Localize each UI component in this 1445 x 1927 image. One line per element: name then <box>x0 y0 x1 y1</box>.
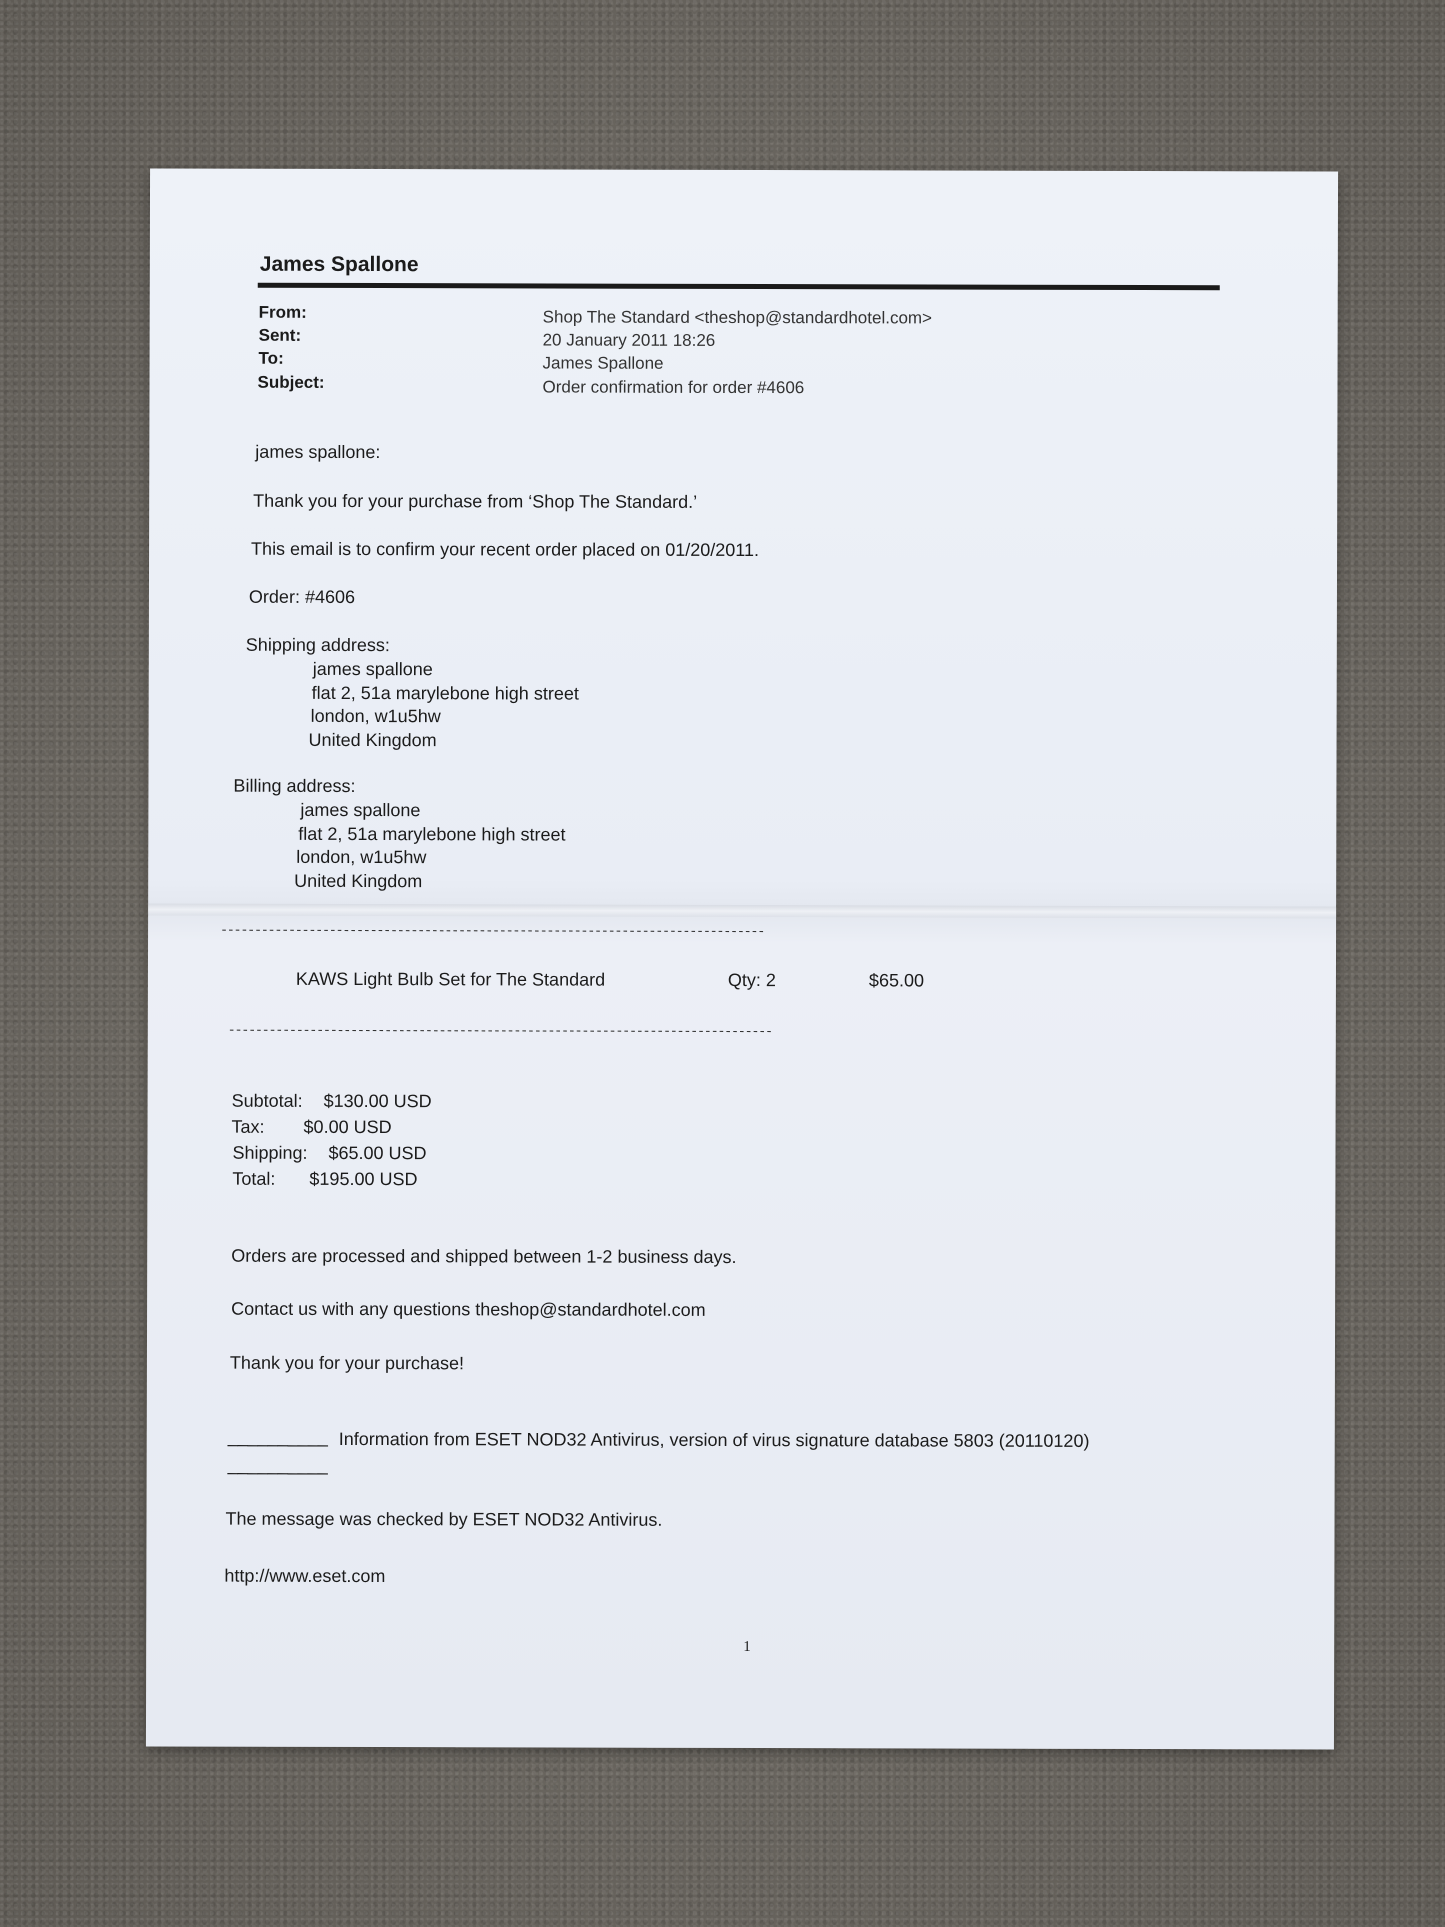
tax-label: Tax: <box>231 1116 265 1137</box>
thanks-line: Thank you for your purchase from ‘Shop The Standard.’ <box>253 490 698 512</box>
item-price: $65.00 <box>868 970 925 991</box>
sent-label: Sent: <box>258 325 302 345</box>
billing-line: United Kingdom <box>294 870 423 892</box>
to-value: James Spallone <box>542 353 664 373</box>
processing-note: Orders are processed and shipped between 1-2 business days. <box>231 1245 737 1267</box>
subject-value: Order confirmation for order #4606 <box>542 377 805 398</box>
shipping-cost-label: Shipping: <box>232 1142 308 1163</box>
order-number: Order: #4606 <box>248 586 356 607</box>
eset-rule: __________ <box>227 1426 328 1447</box>
total-value: $195.00 USD <box>309 1168 418 1190</box>
shipping-line: james spallone <box>312 658 433 680</box>
thanks-closing: Thank you for your purchase! <box>229 1352 465 1374</box>
item-qty: Qty: 2 <box>727 969 776 991</box>
eset-link: http://www.eset.com <box>224 1565 386 1587</box>
contact-note: Contact us with any questions theshop@standardhotel.com <box>231 1298 706 1320</box>
item-separator-top: -------------------------------------------------------------------------------- <box>220 922 765 940</box>
from-label: From: <box>258 302 307 322</box>
eset-info: Information from ESET NOD32 Antivirus, version of virus signature database 5803 (20110120) <box>338 1428 1090 1451</box>
shipping-line: flat 2, 51a marylebone high street <box>311 682 579 704</box>
greeting: james spallone: <box>255 441 381 463</box>
item-separator-bottom: -------------------------------------------------------------------------------- <box>227 1022 772 1040</box>
eset-checked: The message was checked by ESET NOD32 Antivirus. <box>225 1508 663 1530</box>
billing-line: flat 2, 51a marylebone high street <box>298 823 566 845</box>
subtotal-value: $130.00 USD <box>323 1090 432 1112</box>
printed-email-page <box>146 168 1338 1749</box>
sent-value: 20 January 2011 18:26 <box>542 330 716 350</box>
shipping-cost-value: $65.00 USD <box>328 1142 427 1164</box>
confirm-line: This email is to confirm your recent order placed on 01/20/2011. <box>251 538 760 561</box>
total-label: Total: <box>232 1168 276 1189</box>
shipping-line: london, w1u5hw <box>310 705 441 727</box>
mailbox-owner-name: James Spallone <box>259 252 419 277</box>
billing-line: james spallone <box>300 799 421 821</box>
paper-fold <box>148 903 1336 918</box>
shipping-line: United Kingdom <box>308 729 437 751</box>
header-rule <box>258 283 1220 291</box>
subtotal-label: Subtotal: <box>231 1090 303 1111</box>
billing-line: london, w1u5hw <box>296 846 427 868</box>
from-value: Shop The Standard <theshop@standardhotel.com> <box>542 307 933 328</box>
item-name: KAWS Light Bulb Set for The Standard <box>295 968 606 990</box>
subject-label: Subject: <box>257 372 325 392</box>
page-number: 1 <box>743 1639 751 1656</box>
to-label: To: <box>258 348 284 368</box>
tax-value: $0.00 USD <box>303 1116 392 1138</box>
billing-label: Billing address: <box>233 775 356 796</box>
shipping-label: Shipping address: <box>245 634 390 656</box>
eset-rule-2: __________ <box>227 1454 328 1475</box>
